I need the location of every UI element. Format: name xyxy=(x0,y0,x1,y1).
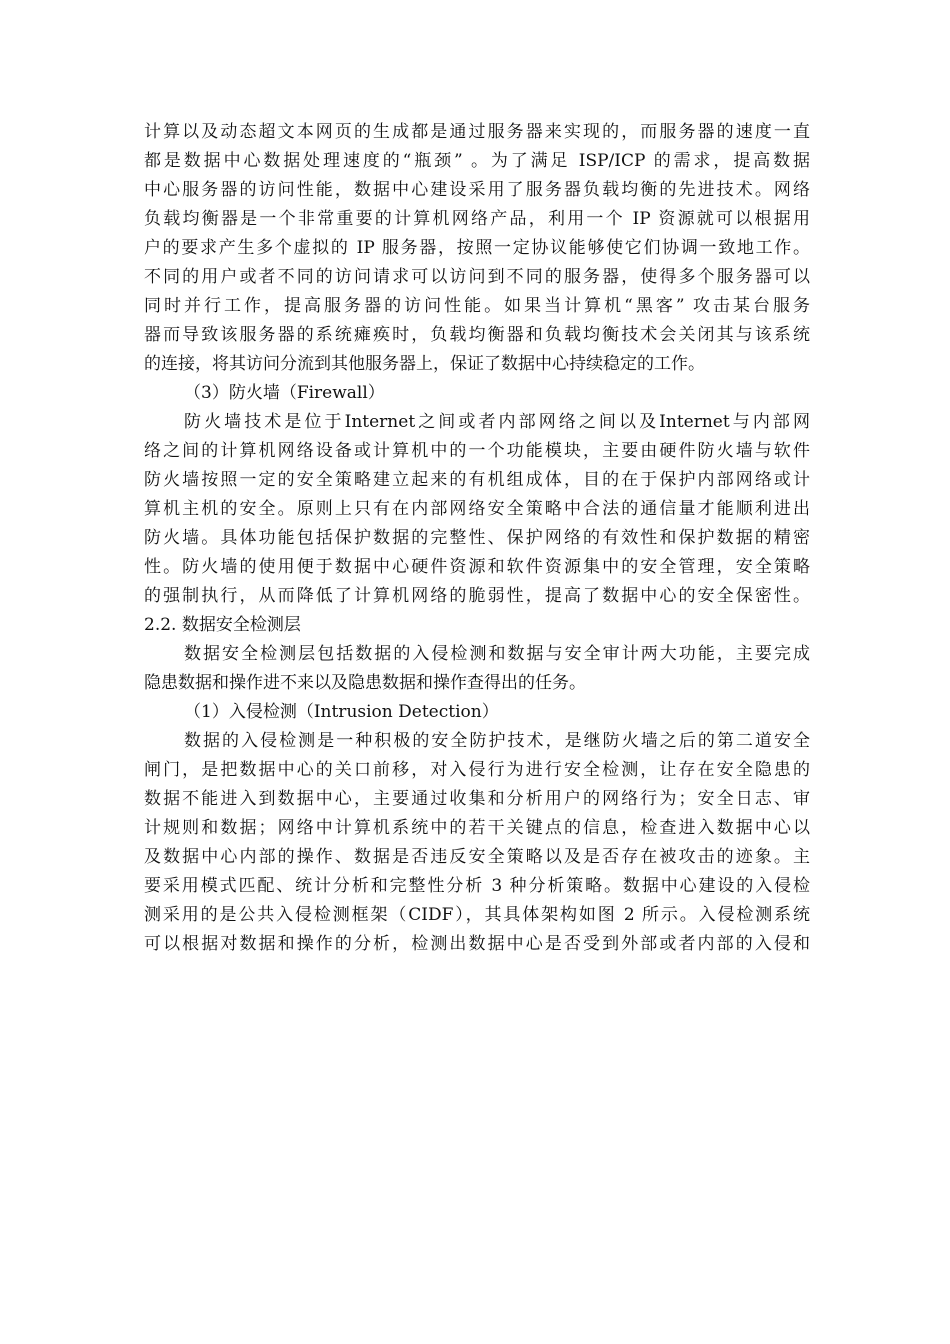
text-line: 都是数据中心数据处理速度的“瓶颈” 。为了满足 ISP/ICP 的需求，提高数据 xyxy=(144,151,810,171)
text-line: 不同的用户或者不同的访问请求可以访问到不同的服务器，使得多个服务器可以 xyxy=(144,267,810,287)
section-heading: 2.2. 数据安全检测层 xyxy=(144,615,301,635)
text-line: 数据的入侵检测是一种积极的安全防护技术，是继防火墙之后的第二道安全 xyxy=(184,731,810,751)
text-line: 防火墙按照一定的安全策略建立起来的有机组成体，目的在于保护内部网络或计 xyxy=(144,470,810,490)
subheading-intrusion-detection: （1）入侵检测（Intrusion Detection） xyxy=(184,702,499,722)
text-line: 计规则和数据；网络中计算机系统中的若干关键点的信息，检查进入数据中心以 xyxy=(144,818,810,838)
text-line: 要采用模式匹配、统计分析和完整性分析 3 种分析策略。数据中心建设的入侵检 xyxy=(144,876,810,896)
text-line: 户的要求产生多个虚拟的 IP 服务器，按照一定协议能够使它们协调一致地工作。 xyxy=(144,238,810,258)
text-line: 隐患数据和操作进不来以及隐患数据和操作查得出的任务。 xyxy=(144,673,586,693)
text-line: 计算以及动态超文本网页的生成都是通过服务器来实现的，而服务器的速度一直 xyxy=(144,122,810,142)
text-line: 性。防火墙的使用便于数据中心硬件资源和软件资源集中的安全管理，安全策略 xyxy=(144,557,810,577)
text-line: 器而导致该服务器的系统瘫痪时，负载均衡器和负载均衡技术会关闭其与该系统 xyxy=(144,325,810,345)
text-line: 可以根据对数据和操作的分析，检测出数据中心是否受到外部或者内部的入侵和 xyxy=(144,934,810,954)
text-line: 防火墙技术是位于Internet之间或者内部网络之间以及Internet与内部网 xyxy=(184,412,810,432)
text-line: 中心服务器的访问性能，数据中心建设采用了服务器负载均衡的先进技术。网络 xyxy=(144,180,810,200)
text-line: 防火墙。具体功能包括保护数据的完整性、保护网络的有效性和保护数据的精密 xyxy=(144,528,810,548)
paragraph-load-balancing xyxy=(144,118,810,379)
text-line: 测采用的是公共入侵检测框架（CIDF），其具体架构如图 2 所示。入侵检测系统 xyxy=(144,905,810,925)
subheading-firewall: （3）防火墙（Firewall） xyxy=(184,383,385,403)
text-line: 的连接，将其访问分流到其他服务器上，保证了数据中心持续稳定的工作。 xyxy=(144,354,705,374)
document-page xyxy=(144,118,810,959)
text-line: 同时并行工作，提高服务器的访问性能。如果当计算机“黑客” 攻击某台服务 xyxy=(144,296,810,316)
paragraph-intrusion-detection xyxy=(144,727,810,959)
text-line: 负载均衡器是一个非常重要的计算机网络产品，利用一个 IP 资源就可以根据用 xyxy=(144,209,810,229)
text-line: 闸门，是把数据中心的关口前移，对入侵行为进行安全检测，让存在安全隐患的 xyxy=(144,760,810,780)
text-line: 络之间的计算机网络设备或计算机中的一个功能模块，主要由硬件防火墙与软件 xyxy=(144,441,810,461)
text-line: 算机主机的安全。原则上只有在内部网络安全策略中合法的通信量才能顺利进出 xyxy=(144,499,810,519)
paragraph-firewall xyxy=(144,408,810,611)
paragraph-detection-layer xyxy=(144,640,810,698)
text-line: 及数据中心内部的操作、数据是否违反安全策略以及是否存在被攻击的迹象。主 xyxy=(144,847,810,867)
text-line: 数据不能进入到数据中心，主要通过收集和分析用户的网络行为；安全日志、审 xyxy=(144,789,810,809)
text-line: 数据安全检测层包括数据的入侵检测和数据与安全审计两大功能，主要完成 xyxy=(184,644,810,664)
text-line: 的强制执行，从而降低了计算机网络的脆弱性，提高了数据中心的安全保密性。 xyxy=(144,586,810,606)
